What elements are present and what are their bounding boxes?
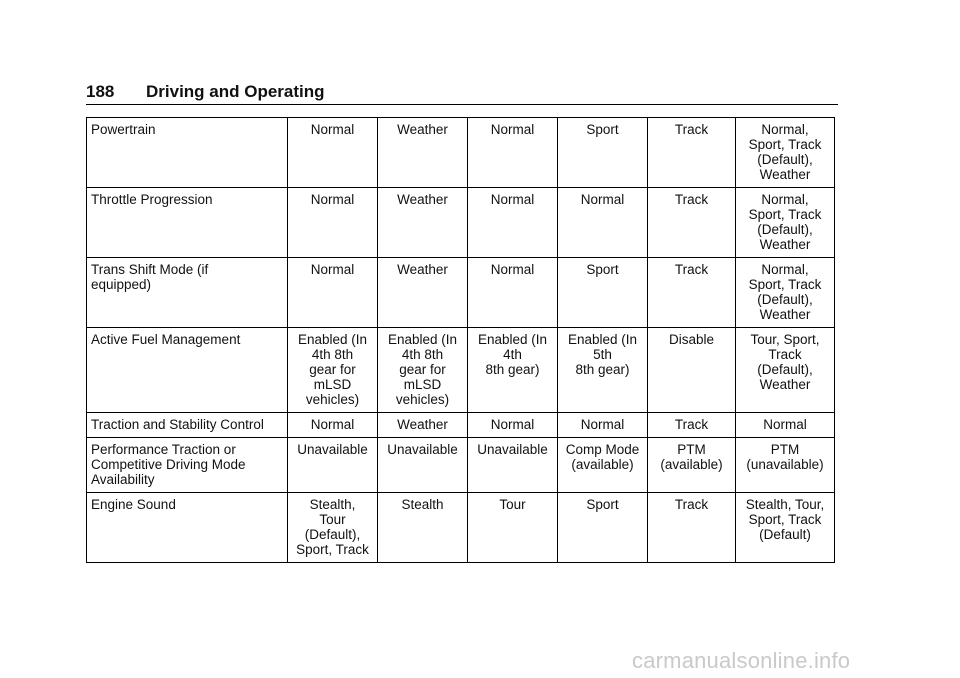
- row-label: Throttle Progression: [87, 188, 288, 258]
- table-cell: Normal: [558, 413, 648, 438]
- table-cell: Weather: [378, 188, 468, 258]
- table-cell: Normal: [468, 413, 558, 438]
- row-label: Engine Sound: [87, 493, 288, 563]
- table-cell: Comp Mode (available): [558, 438, 648, 493]
- table-cell: PTM (unavailable): [736, 438, 835, 493]
- table-cell: Normal, Sport, Track (Default), Weather: [736, 188, 835, 258]
- table-cell: Disable: [648, 328, 736, 413]
- table-cell: Enabled (In 4th 8th gear for mLSD vehicles): [378, 328, 468, 413]
- table-row: [87, 188, 835, 258]
- table-row: [87, 413, 835, 438]
- header-rule: [86, 104, 838, 105]
- table-cell: Normal: [288, 188, 378, 258]
- table-cell: Normal, Sport, Track (Default), Weather: [736, 118, 835, 188]
- table-cell: Enabled (In 5th 8th gear): [558, 328, 648, 413]
- table-cell: Normal: [558, 188, 648, 258]
- table-cell: PTM (available): [648, 438, 736, 493]
- row-label: Active Fuel Management: [87, 328, 288, 413]
- table-cell: Normal: [288, 118, 378, 188]
- table-cell: Normal: [468, 258, 558, 328]
- table-cell: Stealth, Tour, Sport, Track (Default): [736, 493, 835, 563]
- table-cell: Stealth: [378, 493, 468, 563]
- page-header: [86, 82, 836, 104]
- table-cell: Normal: [736, 413, 835, 438]
- table-cell: Unavailable: [378, 438, 468, 493]
- page-number: 188: [86, 82, 115, 101]
- row-label: Performance Traction or Competitive Driving Mode Availability: [87, 438, 288, 493]
- table-cell: Enabled (In 4th 8th gear): [468, 328, 558, 413]
- table-row: [87, 258, 835, 328]
- table-cell: Tour, Sport, Track (Default), Weather: [736, 328, 835, 413]
- table-cell: Unavailable: [468, 438, 558, 493]
- table-cell: Track: [648, 188, 736, 258]
- table-cell: Weather: [378, 118, 468, 188]
- table-cell: Track: [648, 258, 736, 328]
- table-cell: Normal: [288, 413, 378, 438]
- row-label: Powertrain: [87, 118, 288, 188]
- table-cell: Normal, Sport, Track (Default), Weather: [736, 258, 835, 328]
- table-row: [87, 438, 835, 493]
- table-cell: Sport: [558, 118, 648, 188]
- table-cell: Track: [648, 118, 736, 188]
- table-cell: Unavailable: [288, 438, 378, 493]
- table-row: [87, 328, 835, 413]
- table-cell: Normal: [288, 258, 378, 328]
- table-cell: Track: [648, 413, 736, 438]
- table-cell: Stealth, Tour (Default), Sport, Track: [288, 493, 378, 563]
- page-title: Driving and Operating: [146, 82, 325, 101]
- row-label: Trans Shift Mode (if equipped): [87, 258, 288, 328]
- table-row: [87, 118, 835, 188]
- table-cell: Track: [648, 493, 736, 563]
- table-cell: Normal: [468, 118, 558, 188]
- table-cell: Tour: [468, 493, 558, 563]
- table-row: [87, 493, 835, 563]
- table-cell: Sport: [558, 258, 648, 328]
- table-cell: Sport: [558, 493, 648, 563]
- watermark: carmanualsonline.info: [632, 648, 851, 673]
- table-cell: Weather: [378, 413, 468, 438]
- drive-mode-table: [86, 117, 835, 563]
- table-cell: Normal: [468, 188, 558, 258]
- row-label: Traction and Stability Control: [87, 413, 288, 438]
- table-cell: Weather: [378, 258, 468, 328]
- table-cell: Enabled (In 4th 8th gear for mLSD vehicles): [288, 328, 378, 413]
